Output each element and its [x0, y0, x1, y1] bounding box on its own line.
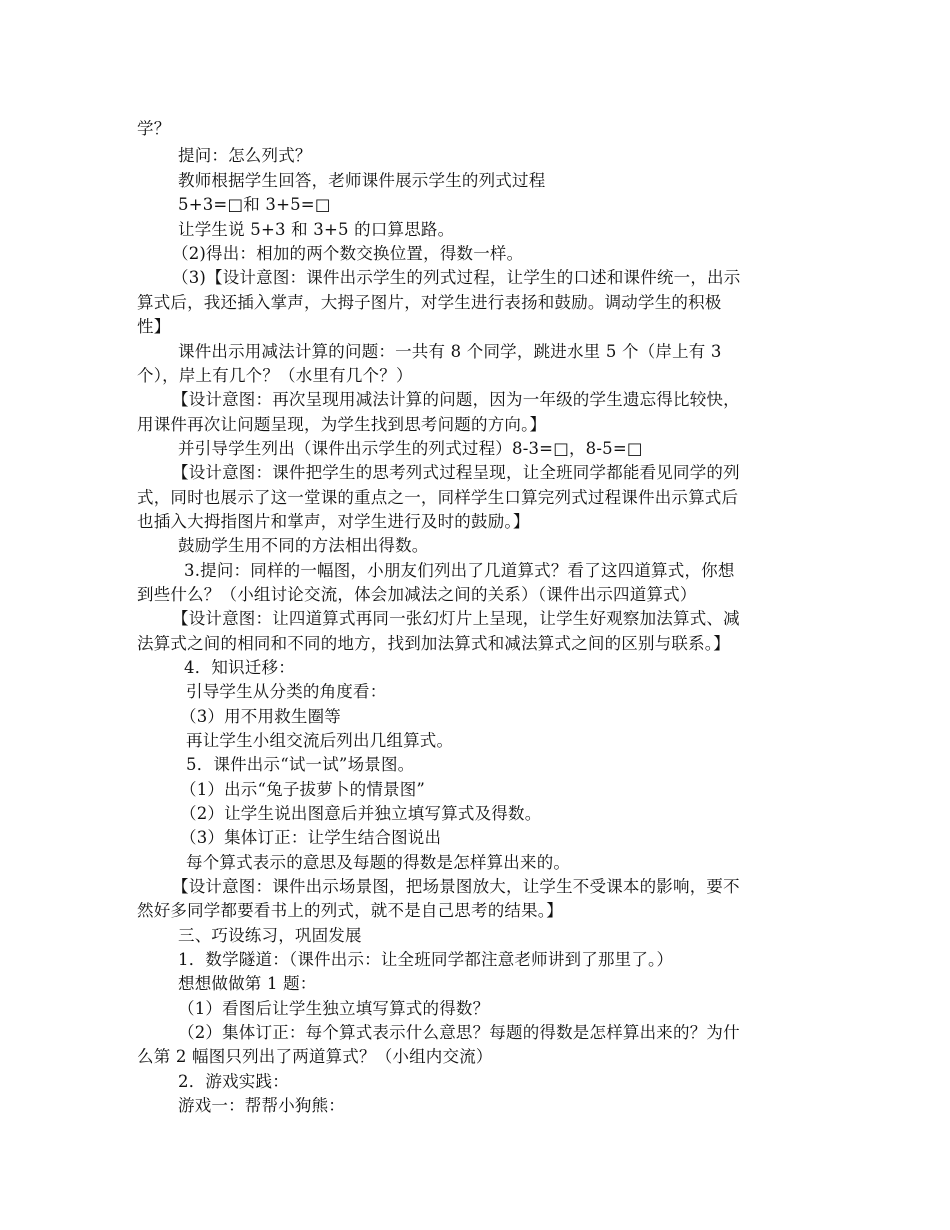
text-line: （2）集体订正：每个算式表示什么意思？每题的得数是怎样算出来的？为什 [178, 1023, 740, 1042]
text-line: 教师根据学生回答，老师课件展示学生的列式过程 [178, 171, 546, 190]
text-line: 三、巧设练习，巩固发展 [178, 926, 362, 945]
text-line: 游戏一：帮帮小狗熊： [178, 1096, 345, 1115]
text-line: 法算式之间的相同和不同的地方，找到加法算式和减法算式之间的区别与联系。】 [137, 634, 730, 653]
text-line: 【设计意图：课件出示场景图，把场景图放大，让学生不受课本的影响，要不 [172, 877, 740, 896]
text-line: 每个算式表示的意思及每题的得数是怎样算出来的。 [186, 853, 571, 872]
text-line: 【设计意图：让四道算式再同一张幻灯片上呈现，让学生好观察加法算式、减 [172, 609, 740, 628]
text-line: 想想做做第 1 题： [178, 974, 317, 993]
text-line: （2)得出：相加的两个数交换位置，得数一样。 [172, 244, 524, 263]
text-line: 鼓励学生用不同的方法相出得数。 [178, 536, 429, 555]
text-line: （2）让学生说出图意后并独立填写算式及得数。 [180, 804, 542, 823]
text-line: 也插入大拇指图片和掌声，对学生进行及时的鼓励。】 [137, 512, 530, 531]
text-line: 让学生说 5+3 和 3+5 的口算思路。 [178, 220, 455, 239]
text-line: 然好多同学都要看书上的列式，就不是自己思考的结果。】 [137, 901, 563, 920]
text-line: 3.提问：同样的一幅图，小朋友们列出了几道算式？看了这四道算式，你想 [184, 561, 735, 580]
text-line: 提问：怎么列式？ [178, 146, 312, 165]
text-line: 5+3=□和 3+5=□ [178, 195, 331, 214]
text-line: 2．游戏实践： [178, 1072, 289, 1091]
text-line: 到些什么？（小组讨论交流，体会加减法之间的关系）（课件出示四道算式） [137, 585, 697, 604]
text-line: （1）出示“兔子拔萝卜的情景图” [180, 780, 426, 799]
text-line: 用课件再次让问题呈现，为学生找到思考问题的方向。】 [137, 415, 547, 434]
text-line: （1）看图后让学生独立填写算式的得数？ [178, 999, 490, 1018]
text-line: 算式后，我还插入掌声，大拇子图片，对学生进行表扬和鼓励。调动学生的积极 [137, 293, 722, 312]
text-line: （3）集体订正：让学生结合图说出 [180, 828, 442, 847]
text-line: 5．课件出示“试一试”场景图。 [186, 755, 415, 774]
text-line: （3)【设计意图：课件出示学生的列式过程，让学生的口述和课件统一，出示 [172, 268, 741, 287]
text-line: 【设计意图：再次呈现用减法计算的问题，因为一年级的学生遗忘得比较快， [172, 390, 740, 409]
text-line: 4．知识迁移： [184, 658, 295, 677]
text-line: 【设计意图：课件把学生的思考列式过程呈现，让全班同学都能看见同学的列 [172, 463, 740, 482]
text-line: （3）用不用救生圈等 [180, 707, 341, 726]
text-line: 么第 2 幅图只列出了两道算式？（小组内交流） [137, 1047, 493, 1066]
text-line: 1．数学隧道：（课件出示：让全班同学都注意老师讲到了那里了。） [178, 950, 674, 969]
text-line: 再让学生小组交流后列出几组算式。 [186, 731, 454, 750]
text-line: 式，同时也展示了这一堂课的重点之一，同样学生口算完列式过程课件出示算式后 [137, 488, 739, 507]
text-line: 学？ [137, 119, 171, 138]
text-line: 个），岸上有几个？（水里有几个？） [137, 366, 413, 385]
text-line: 课件出示用减法计算的问题：一共有 8 个同学，跳进水里 5 个（岸上有 3 [178, 342, 722, 361]
text-line: 引导学生从分类的角度看： [186, 682, 387, 701]
text-line: 性】 [137, 317, 171, 336]
text-line: 并引导学生列出（课件出示学生的列式过程）8-3=□，8-5=□ [178, 439, 643, 458]
